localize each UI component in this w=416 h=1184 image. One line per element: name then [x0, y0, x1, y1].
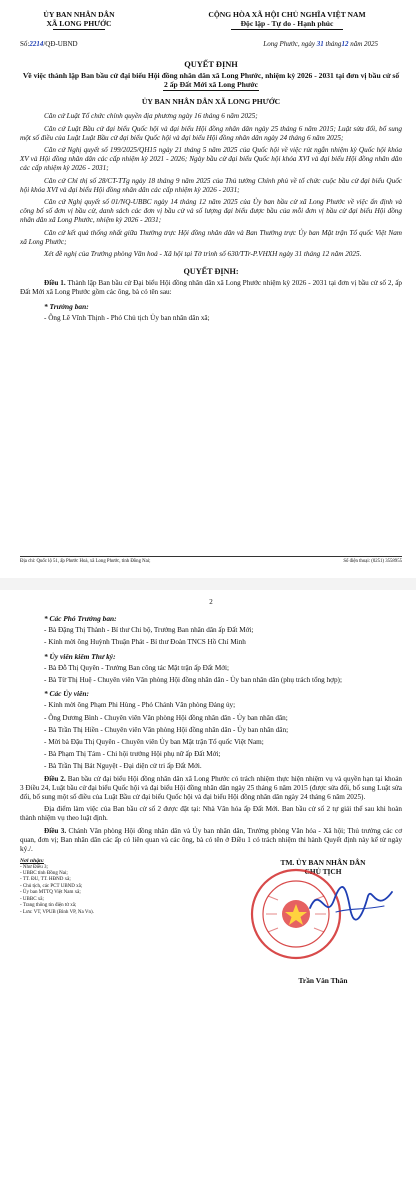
- document-date: Long Phước, ngày 31 tháng12 năm 2025: [263, 40, 378, 48]
- article-2-text: Ban bầu cử đại biểu Hội đồng nhân dân xã Long Phước có trách nhiệm thực hiện nhiệm vụ và quyền hạn tại khoản 3 Điều 24, Luật bầu cử đại biểu Quốc hội và đại biểu Hội đồng nhân dân ngày 25 tháng 6 năm 2015 (được sửa đổi, bổ sung Luật sửa đổi, bổ sung một số điều của Luật Bầu cử đại biểu Quốc hội và đại biểu Hội đồng nhân dân ngày 24 tháng 6 năm 2025).: [20, 774, 403, 802]
- legal-basis: Căn cứ Nghị quyết số 199/2025/QH15 ngày 21 tháng 5 năm 2025 của Quốc hội về việc rút ngắn nhiệm kỳ Quốc hội khóa XV và Hội đồng nhân dân các cấp nhiệm kỳ 2021 - 2026; Ngày bầu cử đại biểu Quốc hội khóa XVI và đại biểu Hội đồng nhân dân các cấp nhiệm kỳ 2026 - 2031;: [20, 146, 402, 173]
- page-number: 2: [209, 598, 213, 606]
- article-1-text: Thành lập Ban bầu cử Đại biểu Hội đồng nhân dân xã Long Phước nhiệm kỳ 2026 - 2031 tại đơn vị bầu cử số 2, ấp Đất Mới xã Long Phước gồm các ông, bà có tên sau:: [20, 279, 403, 297]
- issuing-authority: [20, 10, 138, 30]
- committee-member: - Bà Trần Thị Hiền - Chuyên viên Văn phòng Hội đồng nhân dân - Ủy ban nhân dân;: [44, 725, 289, 734]
- legal-basis: Căn cứ kết quả thống nhất giữa Thường trực Hội đồng nhân dân và Ban Thường trực Ủy ban Mặt trận Tổ quốc Việt Nam xã Long Phước;: [20, 228, 402, 246]
- legal-basis: Xét đề nghị của Trưởng phòng Văn hoá - Xã hội tại Tờ trình số 630/TTr-P.VHXH ngày 31 tháng 12 năm 2025.: [44, 250, 362, 259]
- handwritten-month: 12: [341, 40, 349, 48]
- article-2-label: Điều 2.: [44, 774, 66, 783]
- recipient-item: - Trang thông tin điện tử xã;: [20, 903, 77, 909]
- decision-title: QUYẾT ĐỊNH: [184, 60, 238, 69]
- secretary-title: * Ủy viên kiêm Thư ký:: [44, 651, 116, 661]
- document-header: [20, 10, 402, 30]
- article-3: [20, 827, 402, 855]
- recipients-title: Nơi nhận:: [20, 858, 44, 865]
- footer-phone: Số điện thoại: (0251) 3558955: [343, 559, 402, 564]
- nation-name: CỘNG HÒA XÃ HỘI CHỦ NGHĨA VIỆT NAM: [208, 10, 366, 19]
- deputy-member: - Kính mời ông Huỳnh Thuận Phát - Bí thư Đoàn TNCS Hồ Chí Minh: [44, 638, 246, 647]
- sign-on-behalf: TM. ỦY BAN NHÂN DÂN: [280, 858, 366, 868]
- reference-line: [20, 40, 402, 48]
- committee-member: - Mời bà Đậu Thị Quyên - Chuyên viên Ủy ban Mặt trận Tổ quốc Việt Nam;: [44, 738, 264, 747]
- legal-basis: Căn cứ Luật Tổ chức chính quyền địa phương ngày 16 tháng 6 năm 2025;: [44, 112, 258, 121]
- signer-title: CHỦ TỊCH: [304, 867, 342, 877]
- article-3-label: Điều 3.: [44, 826, 67, 835]
- document-page-1: [0, 0, 416, 578]
- article-1-continued: [20, 614, 402, 854]
- handwritten-day: 31: [316, 40, 324, 48]
- recipient-item: - TT. ĐU, TT. HĐND xã;: [20, 877, 71, 883]
- article-3-text: Chánh Văn phòng Hội đồng nhân dân và Ủy ban nhân dân, Trưởng phòng Văn hóa - Xã hội; Thủ trưởng các cơ quan, đơn vị; Ban nhân dân các ấp có liên quan và các ông, bà có tên ở Điều 1 có trách nhiệm thi hành Quyết định này kể từ ngày ký./.: [20, 826, 403, 854]
- recipient-item: - UBBC tỉnh Đồng Nai;: [20, 871, 68, 877]
- signer-name: Trần Văn Thân: [298, 976, 348, 986]
- motto-underline: [231, 29, 343, 30]
- document-number: Số:2214/QĐ-UBND: [20, 40, 78, 48]
- article-2: [20, 775, 402, 803]
- article-1-label: Điều 1.: [44, 279, 66, 288]
- recipient-item: - Như Điều 3;: [20, 864, 48, 870]
- recipient-item: - Lưu: VT, VPUB (Bình VP, Na Vn).: [20, 909, 94, 915]
- legal-basis: Căn cứ Nghị quyết số 01/NQ-UBBC ngày 14 tháng 12 năm 2025 của Ủy ban bầu cử xã Long Phước về việc ấn định và công bố số đơn vị bầu cử, danh sách các đơn vị bầu cử và số lượng đại biểu được bầu của mỗi đơn vị bầu cử đại biểu Hội đồng nhân dân xã Long Phước, nhiệm kỳ 2026 - 2031;: [20, 198, 402, 225]
- legal-bases: [20, 112, 402, 259]
- committee-member: - Kính mời ông Phạm Phi Hùng - Phó Chánh Văn phòng Đảng ủy;: [44, 701, 236, 710]
- document-page-2: [0, 590, 416, 1184]
- footer-address: Địa chỉ: Quốc lộ 51, ấp Phước Hoà, xã Long Phước, tỉnh Đồng Nai;: [20, 559, 151, 564]
- deputy-member: - Bà Đặng Thị Thành - Bí thư Chi bộ, Trưởng Ban nhân dân ấp Đất Mới;: [44, 626, 254, 635]
- authority-line-1: ỦY BAN NHÂN DÂN: [43, 10, 115, 19]
- secretary-member: - Bà Từ Thị Huệ - Chuyên viên Văn phòng Hội đồng nhân dân - Ủy ban nhân dân (phụ trách tổng hợp);: [44, 676, 342, 685]
- recipient-item: - UBBC xã;: [20, 896, 44, 902]
- signature-block: [238, 858, 408, 986]
- decision-heading: QUYẾT ĐỊNH:: [183, 267, 239, 277]
- recipient-item: - Chủ tịch, các PCT UBND xã;: [20, 883, 83, 889]
- national-motto: [172, 10, 402, 30]
- recipients-block: [20, 858, 190, 916]
- committee-member: - Ông Dương Bình - Chuyên viên Văn phòng Hội đồng nhân dân - Ủy ban nhân dân;: [44, 713, 288, 722]
- secretary-member: - Bà Đỗ Thị Quyên - Trưởng Ban công tác Mặt trận ấp Đất Mới;: [44, 663, 230, 672]
- authority-line-2: XÃ LONG PHƯỚC: [46, 19, 112, 28]
- legal-basis: Căn cứ Luật Bầu cử đại biểu Quốc hội và đại biểu Hội đồng nhân dân ngày 25 tháng 6 năm 2015; Luật sửa đổi, bổ sung một số điều của Luật Luật Bầu cử đại biểu Quốc hội và đại biểu Hội đồng nhân dân ngày 24 tháng 6 năm 2025;: [20, 124, 402, 142]
- motto: Độc lập - Tự do - Hạnh phúc: [240, 19, 334, 28]
- handwritten-signature-icon: [306, 878, 396, 928]
- article-1: [20, 279, 402, 323]
- authority-underline: [53, 29, 105, 30]
- signature-area: [20, 858, 402, 1018]
- deputies-title: * Các Phó Trưởng ban:: [44, 614, 117, 623]
- issuer-heading: ỦY BAN NHÂN DÂN XÃ LONG PHƯỚC: [141, 97, 281, 107]
- committee-member: - Bà Trần Thị Bát Nguyệt - Đại diện cử tri ấp Đất Mới.: [44, 762, 202, 771]
- head-member: - Ông Lê Vĩnh Thịnh - Phó Chủ tịch Ủy ban nhân dân xã;: [44, 313, 210, 322]
- decision-subject: Về việc thành lập Ban bầu cử đại biểu Hội đồng nhân dân xã Long Phước, nhiệm kỳ 2026 - 2031 tại đơn vị bầu cử số 2 ấp Đất Mới xã Long Phước: [22, 71, 400, 90]
- article-2-place: Địa điểm làm việc của Ban bầu cử số 2 được đặt tại: Nhà Văn hóa ấp Đất Mới. Ban bầu cử số 2 tự giải thể sau khi hoàn thành nhiệm vụ theo luật định.: [20, 805, 402, 823]
- head-title: * Trưởng ban:: [44, 301, 89, 311]
- recipient-item: - Ủy ban MTTQ Việt Nam xã;: [20, 890, 81, 896]
- members-title: * Các Ủy viên:: [44, 689, 89, 699]
- page-footer: [20, 556, 402, 564]
- subject-underline-wrap: [20, 90, 402, 91]
- committee-member: - Bà Phạm Thị Tám - Chi hội trưởng Hội phụ nữ ấp Đất Mới;: [44, 750, 221, 759]
- subject-underline: [163, 90, 259, 91]
- legal-basis: Căn cứ Chỉ thị số 28/CT-TTg ngày 18 tháng 9 năm 2025 của Thủ tướng Chính phủ về tổ chức cuộc bầu cử đại biểu Quốc hội khóa XVI và đại biểu Hội đồng nhân dân các cấp nhiệm kỳ 2026 - 2031;: [20, 176, 402, 194]
- handwritten-number: 2214: [29, 40, 44, 48]
